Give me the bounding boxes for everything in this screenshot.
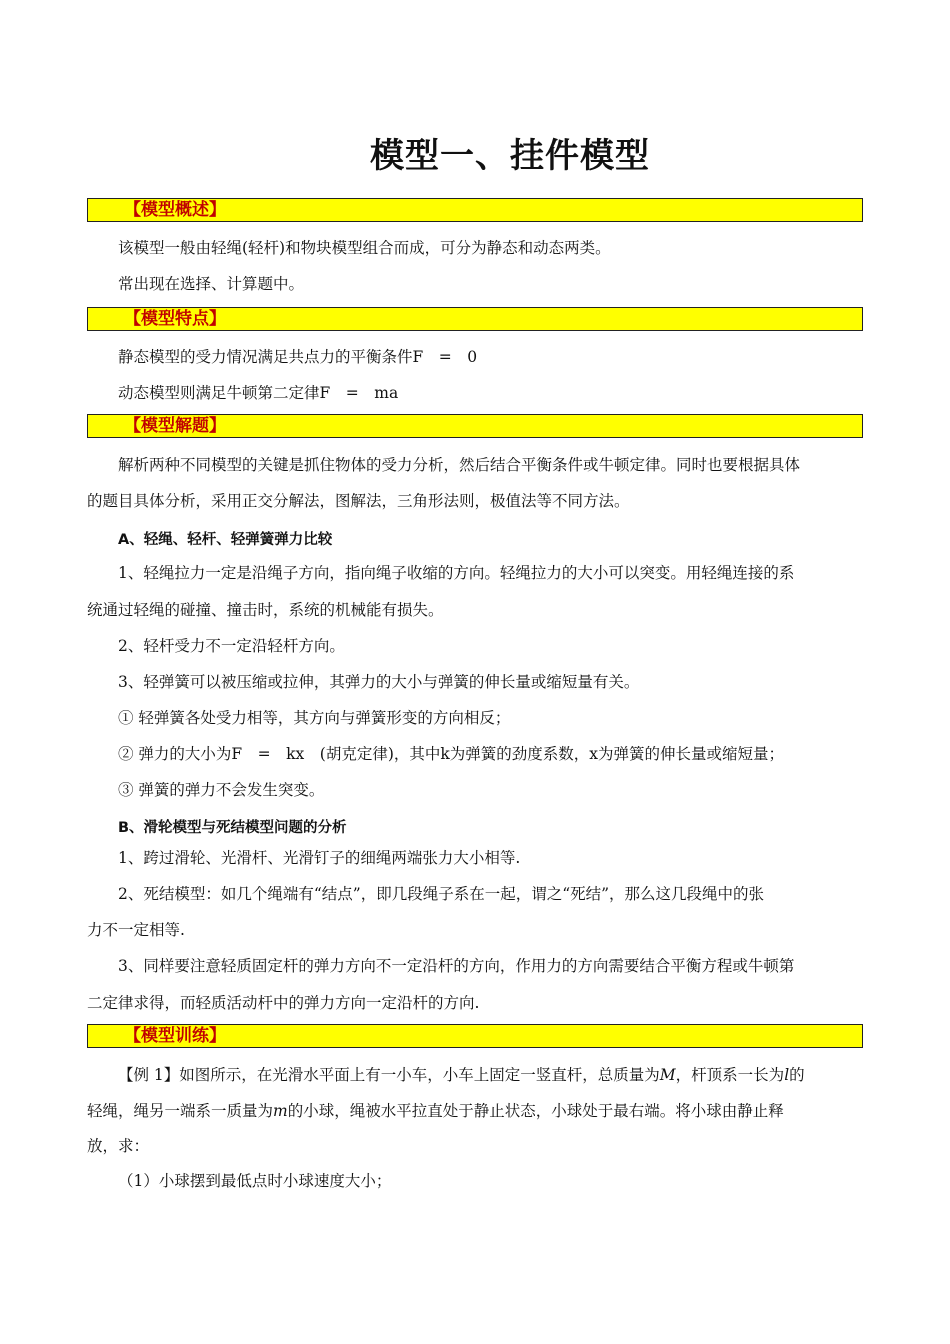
- example-1-text-b: ，杆顶系一长为: [675, 1066, 785, 1084]
- features-paragraph-2: 动态模型则满足牛顿第二定律F = ma: [118, 384, 399, 402]
- item-b2-line-1: 2、死结模型：如几个绳端有“结点”，即几段绳子系在一起，谓之“死结”，那么这几段绳中的张: [118, 885, 765, 903]
- section-overview-header: [87, 198, 863, 222]
- subheading-a: A、轻绳、轻杆、轻弹簧弹力比较: [118, 532, 333, 548]
- overview-paragraph-1: 该模型一般由轻绳(轻杆)和物块模型组合而成，可分为静态和动态两类。: [118, 239, 611, 257]
- page-title: 模型一、挂件模型: [370, 136, 650, 176]
- section-solving-header: [87, 414, 863, 438]
- example-1-line-2: [87, 1093, 867, 1129]
- item-a3: 3、轻弹簧可以被压缩或拉伸，其弹力的大小与弹簧的伸长量或缩短量有关。: [118, 673, 640, 691]
- section-training-label: 【模型训练】: [124, 1026, 226, 1046]
- section-training-header: [87, 1024, 863, 1048]
- item-a1-line-2: 统通过轻绳的碰撞、撞击时，系统的机械能有损失。: [87, 601, 444, 619]
- item-circled-3: ③ 弹簧的弹力不会发生突变。: [118, 781, 325, 799]
- item-b3-line-2: 二定律求得，而轻质活动杆中的弹力方向一定沿杆的方向.: [87, 994, 480, 1012]
- example-1-line-3: 放，求：: [87, 1137, 150, 1155]
- item-a1-line-1: 1、轻绳拉力一定是沿绳子方向，指向绳子收缩的方向。轻绳拉力的大小可以突变。用轻绳连接的系: [118, 564, 795, 582]
- question-1: （1）小球摆到最低点时小球速度大小；: [118, 1172, 392, 1190]
- item-b2-line-2: 力不一定相等.: [87, 921, 185, 939]
- example-1-text-a: 【例 1】如图所示，在光滑水平面上有一小车，小车上固定一竖直杆，总质量为: [118, 1066, 660, 1084]
- symbol-M: M: [659, 1066, 676, 1084]
- features-paragraph-1: 静态模型的受力情况满足共点力的平衡条件F = 0: [118, 348, 478, 366]
- example-1-line-1: [87, 1057, 867, 1093]
- overview-paragraph-2: 常出现在选择、计算题中。: [118, 275, 305, 293]
- example-1-text-c: 的: [789, 1066, 805, 1084]
- section-features-label: 【模型特点】: [124, 309, 226, 329]
- item-circled-1: ① 轻弹簧各处受力相等，其方向与弹簧形变的方向相反；: [118, 709, 511, 727]
- solving-intro-line-1: 解析两种不同模型的关键是抓住物体的受力分析，然后结合平衡条件或牛顿定律。同时也要根据具体: [118, 456, 801, 474]
- item-circled-2: ② 弹力的大小为F = kx (胡克定律)，其中k为弹簧的劲度系数，x为弹簧的伸长量或缩短量；: [118, 745, 785, 763]
- item-b3-line-1: 3、同样要注意轻质固定杆的弹力方向不一定沿杆的方向，作用力的方向需要结合平衡方程或牛顿第: [118, 957, 795, 975]
- example-1-text-e: 的小球，绳被水平拉直处于静止状态，小球处于最右端。将小球由静止释: [287, 1102, 784, 1120]
- section-overview-label: 【模型概述】: [124, 200, 226, 220]
- example-1-text-d: 轻绳，绳另一端系一质量为: [87, 1102, 274, 1120]
- item-b1: 1、跨过滑轮、光滑杆、光滑钉子的细绳两端张力大小相等.: [118, 849, 521, 867]
- section-features-header: [87, 307, 863, 331]
- item-a2: 2、轻杆受力不一定沿轻杆方向。: [118, 637, 345, 655]
- symbol-m: m: [273, 1102, 288, 1120]
- symbol-l: l: [784, 1066, 790, 1084]
- solving-intro-line-2: 的题目具体分析，采用正交分解法，图解法，三角形法则，极值法等不同方法。: [87, 492, 630, 510]
- subheading-b: B、滑轮模型与死结模型问题的分析: [118, 820, 347, 836]
- section-solving-label: 【模型解题】: [124, 416, 226, 436]
